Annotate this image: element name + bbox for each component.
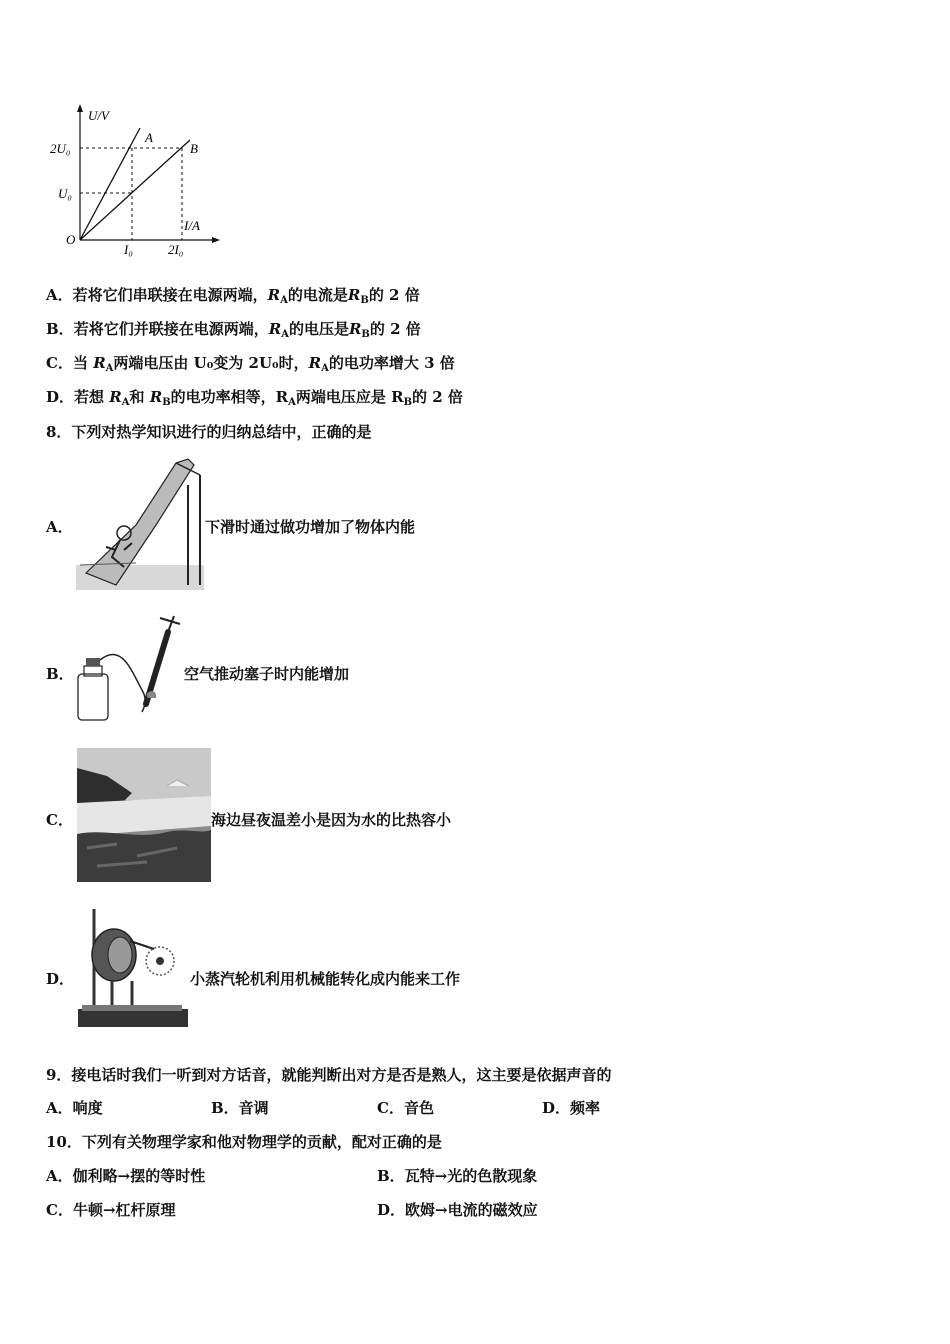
q8-option-c-key: C． <box>46 811 73 829</box>
q7-option-b: B．若将它们并联接在电源两端，$R_A$的电压是$R_B$的 2 倍 <box>46 320 421 340</box>
q10-stem: 10．下列有关物理学家和他对物理学的贡献，配对正确的是 <box>46 1133 442 1151</box>
slide-image <box>76 455 204 590</box>
steam-turbine-image <box>72 905 190 1033</box>
x-tick-i0: I₀ <box>124 242 133 257</box>
line-label-b: B <box>190 141 198 156</box>
x-tick-2i0: 2I₀ <box>168 242 184 257</box>
q8-option-d-text: 小蒸汽轮机利用机械能转化成内能来工作 <box>190 970 461 988</box>
bottle-pump-image <box>72 612 192 724</box>
y-tick-2u0: 2U₀ <box>50 141 71 156</box>
q9-option-a: A．响度 <box>46 1099 103 1117</box>
q8-option-a-text: 下滑时通过做功增加了物体内能 <box>205 518 416 536</box>
q7-option-c: C．当 $R_A$两端电压由 U₀变为 2U₀时，$R_A$的电功率增大 3 倍 <box>46 354 455 374</box>
q9-option-b: B．音调 <box>211 1099 269 1117</box>
q8-stem: 8．下列对热学知识进行的归纳总结中，正确的是 <box>46 423 372 441</box>
line-a <box>80 128 140 240</box>
q9-option-d: D．频率 <box>542 1099 601 1117</box>
line-label-a: A <box>145 130 153 145</box>
q8-option-d-key: D． <box>46 970 75 988</box>
origin-label: O <box>66 232 76 247</box>
q9-option-c: C．音色 <box>377 1099 434 1117</box>
q7-option-d: D．若想 $R_A$和 $R_B$的电功率相等，$R_A$两端电压应是 $R_B$的 2 倍 <box>46 388 463 408</box>
q8-option-b-text: 空气推动塞子时内能增加 <box>184 665 350 683</box>
x-axis-label: I/A <box>184 218 200 233</box>
y-axis-label: U/V <box>88 108 109 123</box>
q10-option-a: A．伽利略→摆的等时性 <box>46 1167 206 1185</box>
q10-option-d: D．欧姆→电流的磁效应 <box>377 1201 538 1219</box>
q8-option-a-key: A． <box>46 518 73 536</box>
q8-option-c-text: 海边昼夜温差小是因为水的比热容小 <box>211 811 452 829</box>
seaside-photo <box>77 748 211 882</box>
q10-option-b: B．瓦特→光的色散现象 <box>377 1167 538 1185</box>
line-b <box>80 140 190 240</box>
q10-option-c: C．牛顿→杠杆原理 <box>46 1201 176 1219</box>
q7-option-a: A．若将它们串联接在电源两端，$R_A$的电流是$R_B$的 2 倍 <box>46 286 420 306</box>
q9-stem: 9．接电话时我们一听到对方话音，就能判断出对方是否是熟人，这主要是依据声音的 <box>46 1066 612 1084</box>
q8-option-b-key: B． <box>46 665 74 683</box>
u-i-graph <box>50 100 230 260</box>
y-tick-u0: U₀ <box>58 186 72 201</box>
